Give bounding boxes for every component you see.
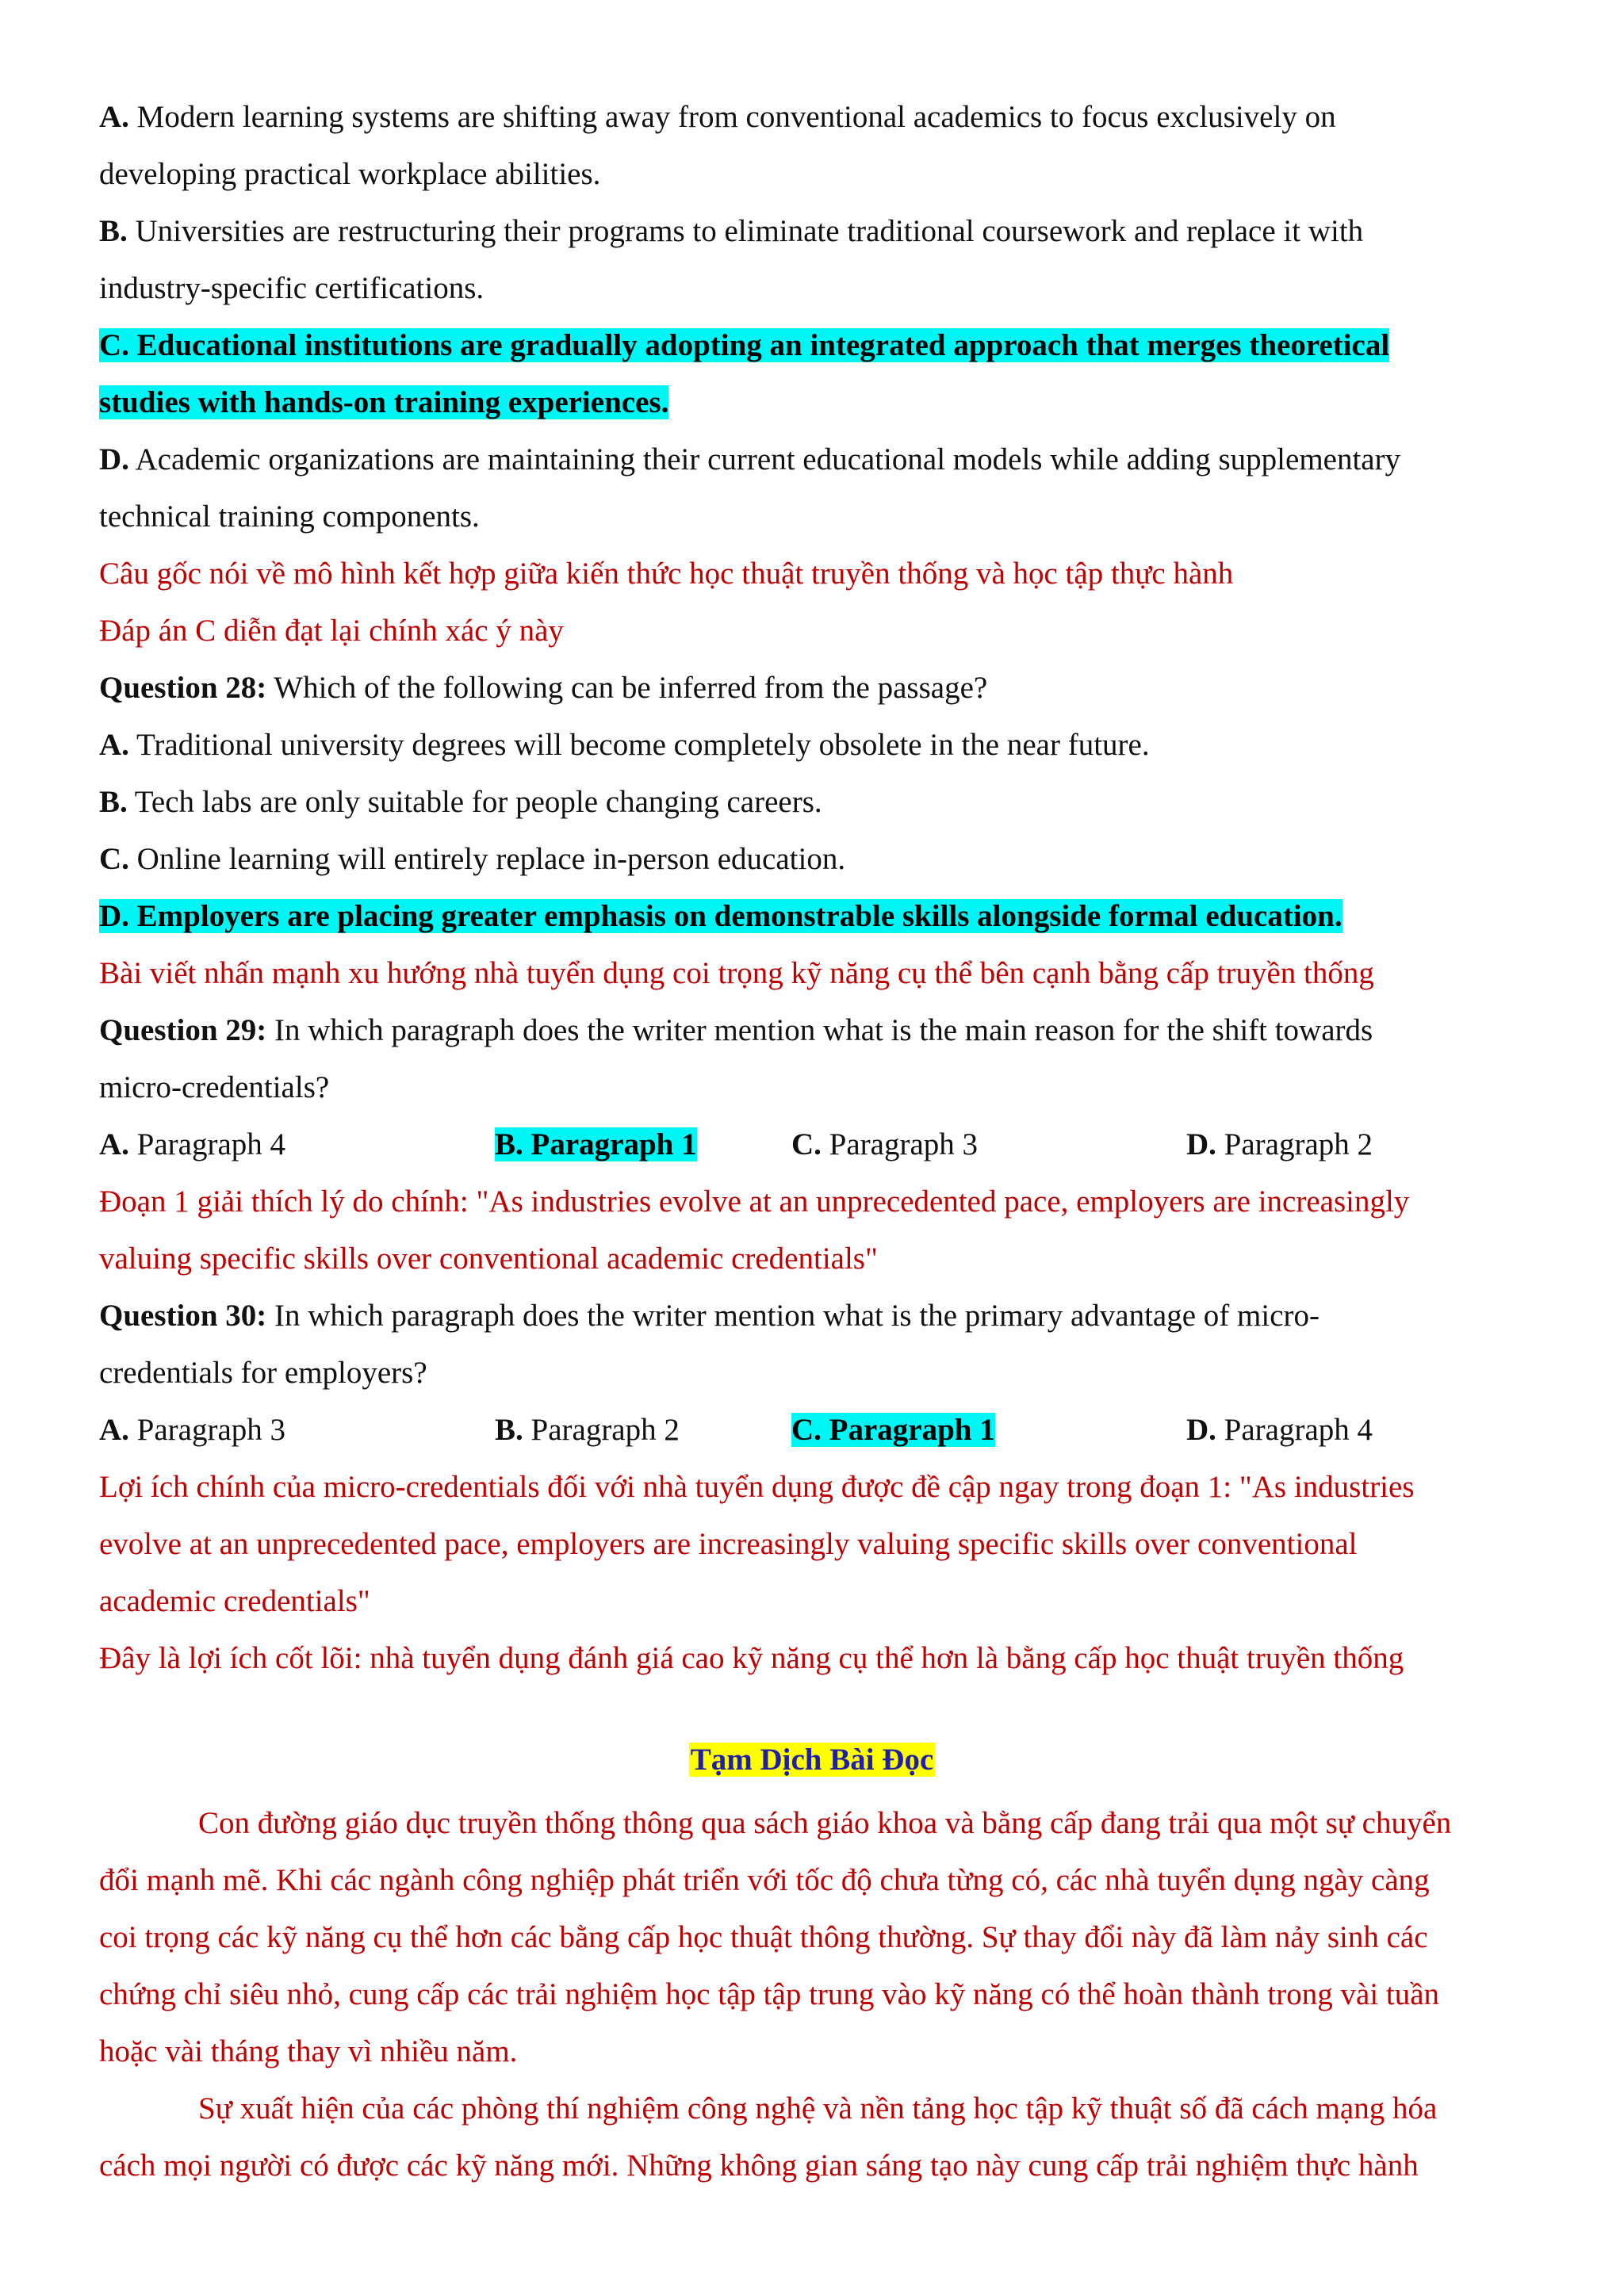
option-letter: A. [99, 1127, 129, 1161]
correct-answer-highlight: studies with hands-on training experiences. [99, 385, 669, 419]
translation-paragraph-2 [99, 2080, 1534, 2195]
q27-option-d-line1 [99, 441, 1400, 479]
option-text: Paragraph 4 [128, 1127, 286, 1161]
q28-question [99, 669, 987, 707]
q27-option-b-line2: industry-specific certifications. [99, 271, 485, 305]
q30-question-line2: credentials for employers? [99, 1356, 427, 1390]
option-letter: B. [495, 1413, 523, 1447]
q29-question-line1 [99, 1012, 1373, 1050]
paragraph-line: Con đường giáo dục truyền thống thông qua sách giáo khoa và bằng cấp đang trải qua một sự chuyển [198, 1806, 1452, 1840]
q30-explanation-4: Đây là lợi ích cốt lõi: nhà tuyển dụng đánh giá cao kỹ năng cụ thể hơn là bằng cấp học thuật truyền thống [99, 1641, 1404, 1675]
option-letter: C. [791, 1127, 822, 1161]
correct-answer-highlight: D. Employers are placing greater emphasis on demonstrable skills alongside formal education. [99, 899, 1342, 933]
q30-explanation-3: academic credentials" [99, 1584, 370, 1618]
q27-option-c-line1 [99, 327, 1389, 365]
q28-option-c [99, 840, 845, 878]
correct-answer-highlight: C. Paragraph 1 [791, 1413, 995, 1447]
paragraph-line: hoặc vài tháng thay vì nhiều năm. [99, 2034, 518, 2068]
question-text: In which paragraph does the writer mention what is the primary advantage of micro- [266, 1299, 1320, 1333]
q27-option-a-line2: developing practical workplace abilities. [99, 157, 601, 191]
q29-question-line2: micro-credentials? [99, 1070, 330, 1104]
q30-explanation-1: Lợi ích chính của micro-credentials đối với nhà tuyển dụng được đề cập ngay trong đoạn 1: "As industries [99, 1470, 1415, 1504]
option-text: Paragraph 3 [821, 1127, 979, 1161]
option-text: Tech labs are only suitable for people changing careers. [127, 785, 822, 819]
paragraph-line: Sự xuất hiện của các phòng thí nghiệm công nghệ và nền tảng học tập kỹ thuật số đã cách mạng hóa [198, 2091, 1438, 2126]
q28-explanation: Bài viết nhấn mạnh xu hướng nhà tuyển dụng coi trọng kỹ năng cụ thể bên cạnh bằng cấp truyền thống [99, 956, 1374, 990]
paragraph-line: chứng chỉ siêu nhỏ, cung cấp các trải nghiệm học tập tập trung vào kỹ năng có thể hoàn thành trong vài tuần [99, 1977, 1440, 2011]
option-text: Universities are restructuring their programs to eliminate traditional coursework and replace it with [127, 214, 1364, 248]
option-text: Paragraph 3 [128, 1413, 286, 1447]
q30-option-d [1186, 1411, 1373, 1449]
q29-option-d [1186, 1126, 1373, 1164]
translation-title-text: Tạm Dịch Bài Đọc [690, 1743, 934, 1777]
question-text: In which paragraph does the writer mention what is the main reason for the shift towards [266, 1013, 1373, 1047]
option-letter: A. [99, 100, 129, 134]
paragraph-line: coi trọng các kỹ năng cụ thể hơn các bằng cấp học thuật thông thường. Sự thay đổi này đã làm nảy sinh các [99, 1920, 1428, 1954]
option-letter: A. [99, 728, 129, 762]
q29-explanation-1: Đoạn 1 giải thích lý do chính: "As industries evolve at an unprecedented pace, employers are increasingly [99, 1184, 1410, 1219]
option-letter: C. [99, 842, 129, 876]
option-text: Paragraph 4 [1216, 1413, 1373, 1447]
q27-option-d-line2: technical training components. [99, 499, 480, 534]
option-letter: D. [1186, 1413, 1216, 1447]
q27-explanation-2: Đáp án C diễn đạt lại chính xác ý này [99, 614, 564, 648]
question-label: Question 30: [99, 1299, 267, 1333]
option-letter: B. [99, 214, 128, 248]
q29-option-c [791, 1126, 978, 1164]
option-text: Traditional university degrees will become completely obsolete in the near future. [128, 728, 1150, 762]
paragraph-line: đổi mạnh mẽ. Khi các ngành công nghiệp phát triển với tốc độ chưa từng có, các nhà tuyển dụng ngày càng [99, 1863, 1430, 1897]
option-text: Modern learning systems are shifting away from conventional academics to focus exclusively on [128, 100, 1336, 134]
option-text: Paragraph 2 [1216, 1127, 1373, 1161]
option-letter: D. [1186, 1127, 1216, 1161]
q27-explanation-1: Câu gốc nói về mô hình kết hợp giữa kiến thức học thuật truyền thống và học tập thực hành [99, 557, 1234, 591]
option-letter: A. [99, 1413, 129, 1447]
translation-title [0, 1741, 1624, 1779]
question-label: Question 28: [99, 671, 267, 705]
q28-option-b [99, 783, 822, 821]
q27-option-b-line1 [99, 212, 1363, 251]
q30-option-a [99, 1411, 285, 1449]
option-letter: B. [99, 785, 128, 819]
option-letter: D. [99, 442, 129, 476]
q29-option-a [99, 1126, 285, 1164]
option-text: Paragraph 2 [523, 1413, 680, 1447]
question-label: Question 29: [99, 1013, 267, 1047]
translation-paragraph-1 [99, 1795, 1534, 2080]
q30-option-b [495, 1411, 680, 1449]
q30-option-c [791, 1411, 995, 1449]
option-text: Online learning will entirely replace in-person education. [128, 842, 846, 876]
q28-option-a [99, 726, 1150, 764]
q27-option-c-line2 [99, 384, 668, 422]
q28-option-d [99, 897, 1342, 936]
question-text: Which of the following can be inferred from the passage? [266, 671, 988, 705]
q29-option-b [495, 1126, 697, 1164]
correct-answer-highlight: B. Paragraph 1 [495, 1127, 697, 1161]
option-text: Academic organizations are maintaining their current educational models while adding supplementary [128, 442, 1401, 476]
q30-question-line1 [99, 1297, 1320, 1335]
correct-answer-highlight: C. Educational institutions are gradually adopting an integrated approach that merges theoretical [99, 328, 1390, 362]
q27-option-a-line1 [99, 98, 1336, 136]
q29-explanation-2: valuing specific skills over conventional academic credentials" [99, 1242, 878, 1276]
paragraph-line: cách mọi người có được các kỹ năng mới. Những không gian sáng tạo này cung cấp trải nghiệm thực hành [99, 2149, 1419, 2183]
q30-explanation-2: evolve at an unprecedented pace, employers are increasingly valuing specific skills over conventional [99, 1527, 1358, 1561]
